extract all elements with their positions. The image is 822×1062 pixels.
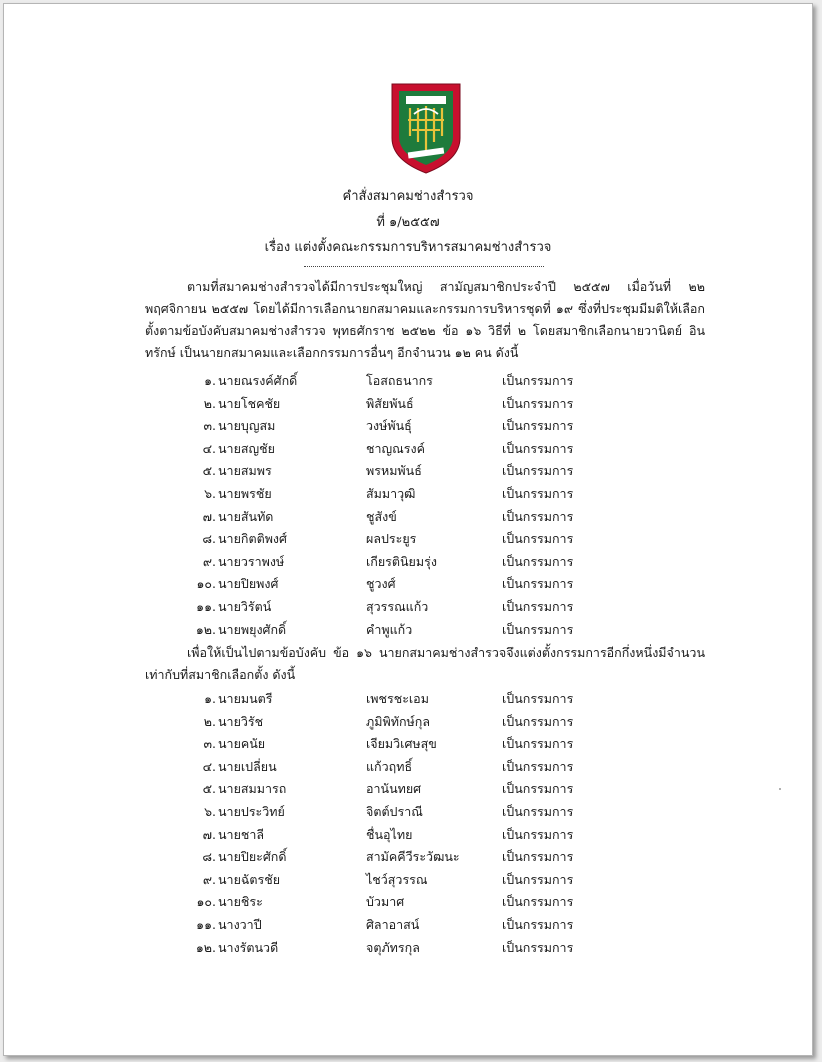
second-paragraph (145, 642, 705, 686)
member-last-name: โอสถธนากร (366, 373, 433, 388)
member-role: เป็นกรรมการ (502, 803, 574, 819)
item-number: ๘. (202, 531, 216, 547)
member-role: เป็นกรรมการ (502, 508, 574, 524)
item-number: ๓. (203, 736, 216, 752)
member-role: เป็นกรรมการ (502, 781, 574, 797)
member-last-name: เจียมวิเศษสุข (366, 736, 437, 752)
member-role: เป็นกรรมการ (502, 621, 574, 637)
member-role: เป็นกรรมการ (502, 576, 574, 592)
item-number: ๖. (204, 803, 216, 819)
member-last-name: ศิลาอาสน์ (366, 916, 420, 932)
member-last-name: ชูวงศ์ (366, 576, 396, 592)
member-last-name: บัวมาศ (366, 894, 405, 910)
item-number: ๒. (203, 395, 216, 411)
member-first-name: นางวาปี (218, 916, 262, 932)
list-item (186, 619, 616, 642)
member-role: เป็นกรรมการ (502, 916, 574, 932)
member-first-name: นายชาลี (218, 826, 265, 842)
list-item (186, 438, 616, 461)
member-role: เป็นกรรมการ (502, 939, 574, 955)
elected-members-list (186, 370, 616, 641)
member-role: เป็นกรรมการ (502, 373, 574, 388)
item-number: ๑๒. (195, 939, 216, 955)
intro-paragraph-text: ตามที่สมาคมช่างสำรวจได้มีการประชุมใหญ่ สามัญสมาชิกประจำปี ๒๕๕๗ เมื่อวันที่ ๒๒ พฤศจิกายน ๒๕๕๗ โดยได้มีการเลือกนายกสมาคมและกรรมการบริหารชุดที่ ๑๙ ซึ่งที่ประชุมมีมติให้เลือกตั้งตามข้อบังคับสมาคมช่างสำรวจ พุทธศักราช ๒๕๒๒ ข้อ ๑๖ วิธีที่ ๒ โดยสมาชิกเลือกนายวานิตย์ อินทรักษ์ เป็นนายกสมาคมและเลือกกรรมการอื่นๆ อีกจำนวน ๑๒ คน ดังนี้ (145, 279, 705, 360)
member-first-name: นายพรชัย (218, 485, 272, 501)
member-role: เป็นกรรมการ (502, 531, 574, 547)
member-first-name: นายชิระ (218, 894, 263, 910)
item-number: ๒. (203, 713, 216, 729)
member-last-name: พิสัยพันธ์ (366, 395, 414, 411)
member-role: เป็นกรรมการ (502, 395, 574, 411)
member-role: เป็นกรรมการ (502, 849, 574, 865)
list-item (186, 551, 616, 574)
member-last-name: ชื่นอุไทย (366, 826, 413, 842)
member-first-name: นายกิตติพงศ์ (218, 531, 287, 547)
member-last-name: สุวรรณแก้ว (366, 598, 429, 614)
member-last-name: แก้วฤทธิ์ (366, 758, 413, 774)
member-first-name: นายสันทัด (218, 508, 274, 524)
list-item (186, 778, 616, 801)
list-item (186, 415, 616, 438)
member-first-name: นายพยุงศักดิ์ (218, 621, 287, 637)
second-paragraph-text: เพื่อให้เป็นไปตามข้อบังคับ ข้อ ๑๖ นายกสมาคมช่างสำรวจจึงแต่งตั้งกรรมการอีกกึ่งหนึ่งมีจำนวนเท่ากับที่สมาชิกเลือกตั้ง ดังนี้ (145, 645, 705, 682)
member-role: เป็นกรรมการ (502, 713, 574, 729)
member-last-name: จิตต์ปราณี (366, 803, 423, 819)
association-shield-logo-icon (388, 80, 464, 176)
member-role: เป็นกรรมการ (502, 736, 574, 752)
list-item (186, 733, 616, 756)
member-role: เป็นกรรมการ (502, 440, 574, 456)
member-role: เป็นกรรมการ (502, 894, 574, 910)
list-item (186, 688, 616, 711)
list-item (186, 937, 616, 960)
member-first-name: นายปิยะศักดิ์ (218, 849, 287, 865)
list-item (186, 528, 616, 551)
member-role: เป็นกรรมการ (502, 418, 574, 434)
member-last-name: ผลประยูร (366, 531, 417, 547)
member-first-name: นายปิยพงศ์ (218, 576, 279, 592)
member-last-name: เพชรชะเอม (366, 691, 429, 706)
item-number: ๙. (202, 553, 216, 569)
list-item (186, 801, 616, 824)
list-item (186, 914, 616, 937)
list-item (186, 506, 616, 529)
item-number: ๔. (202, 440, 216, 456)
member-last-name: พรหมพันธ์ (366, 463, 422, 479)
member-first-name: นายวิรัตน์ (218, 598, 272, 614)
member-role: เป็นกรรมการ (502, 691, 574, 706)
member-role: เป็นกรรมการ (502, 463, 574, 479)
item-number: ๑๒. (195, 621, 216, 637)
member-role: เป็นกรรมการ (502, 871, 574, 887)
member-first-name: นายฉัตรชัย (218, 871, 281, 887)
list-item (186, 824, 616, 847)
intro-paragraph (145, 276, 705, 364)
item-number: ๘. (202, 849, 216, 865)
member-first-name: นายคนัย (218, 736, 266, 752)
appointed-members-list (186, 688, 616, 959)
member-first-name: นางรัตนวดี (218, 939, 279, 955)
scan-speck (779, 788, 781, 790)
dotted-divider (304, 266, 544, 267)
item-number: ๗. (202, 508, 216, 524)
member-first-name: นายเปลี่ยน (218, 758, 277, 774)
member-role: เป็นกรรมการ (502, 485, 574, 501)
member-last-name: จตุภัทรกุล (366, 939, 420, 955)
list-item (186, 573, 616, 596)
list-item (186, 869, 616, 892)
list-item (186, 891, 616, 914)
item-number: ๑๑. (196, 598, 216, 614)
list-item (186, 393, 616, 416)
member-last-name: วงษ์พันธุ์ (366, 418, 412, 434)
item-number: ๔. (202, 758, 216, 774)
member-last-name: เกียรตินิยมรุ่ง (366, 553, 437, 569)
member-role: เป็นกรรมการ (502, 758, 574, 774)
member-first-name: นายสญชัย (218, 440, 275, 456)
member-first-name: นายณรงค์ศักดิ์ (218, 373, 298, 388)
member-role: เป็นกรรมการ (502, 598, 574, 614)
item-number: ๓. (203, 418, 216, 434)
item-number: ๙. (202, 871, 216, 887)
order-number: ที่ ๑/๒๕๕๗ (376, 215, 440, 230)
member-first-name: นายวราพงษ์ (218, 553, 285, 569)
list-item (186, 460, 616, 483)
member-last-name: สามัคคีวีระวัฒนะ (366, 849, 460, 865)
order-issuer: คำสั่งสมาคมช่างสำรวจ (342, 189, 474, 204)
document-page (3, 3, 813, 1056)
member-first-name: นายบุญสม (218, 418, 276, 434)
list-item (186, 370, 616, 393)
member-last-name: ไชว์สุวรรณ (366, 871, 428, 887)
member-first-name: นายวิรัช (218, 713, 264, 729)
item-number: ๑. (204, 691, 216, 706)
member-role: เป็นกรรมการ (502, 553, 574, 569)
list-item (186, 846, 616, 869)
order-subject: เรื่อง แต่งตั้งคณะกรรมการบริหารสมาคมช่างสำรวจ (264, 240, 552, 255)
list-item (186, 756, 616, 779)
list-item (186, 483, 616, 506)
member-first-name: นายสมพร (218, 463, 272, 479)
member-last-name: ชูสังข์ (366, 508, 397, 524)
member-last-name: สัมมาวุฒิ (366, 485, 416, 501)
item-number: ๕. (202, 781, 216, 797)
member-first-name: นายโชคชัย (218, 395, 281, 411)
item-number: ๗. (202, 826, 216, 842)
member-last-name: อานันทยศ (366, 781, 422, 797)
item-number: ๑๐. (196, 576, 216, 592)
member-role: เป็นกรรมการ (502, 826, 574, 842)
member-first-name: นายสมมารถ (218, 781, 287, 797)
item-number: ๑๑. (196, 916, 216, 932)
list-item (186, 596, 616, 619)
item-number: ๕. (202, 463, 216, 479)
member-last-name: ชาญณรงค์ (366, 440, 425, 456)
item-number: ๖. (204, 485, 216, 501)
item-number: ๑๐. (196, 894, 216, 910)
member-last-name: คำพูแก้ว (366, 621, 413, 637)
member-last-name: ภูมิพิทักษ์กุล (366, 713, 430, 729)
item-number: ๑. (204, 373, 216, 388)
member-first-name: นายมนตรี (218, 691, 273, 706)
list-item (186, 711, 616, 734)
member-first-name: นายประวิทย์ (218, 803, 285, 819)
